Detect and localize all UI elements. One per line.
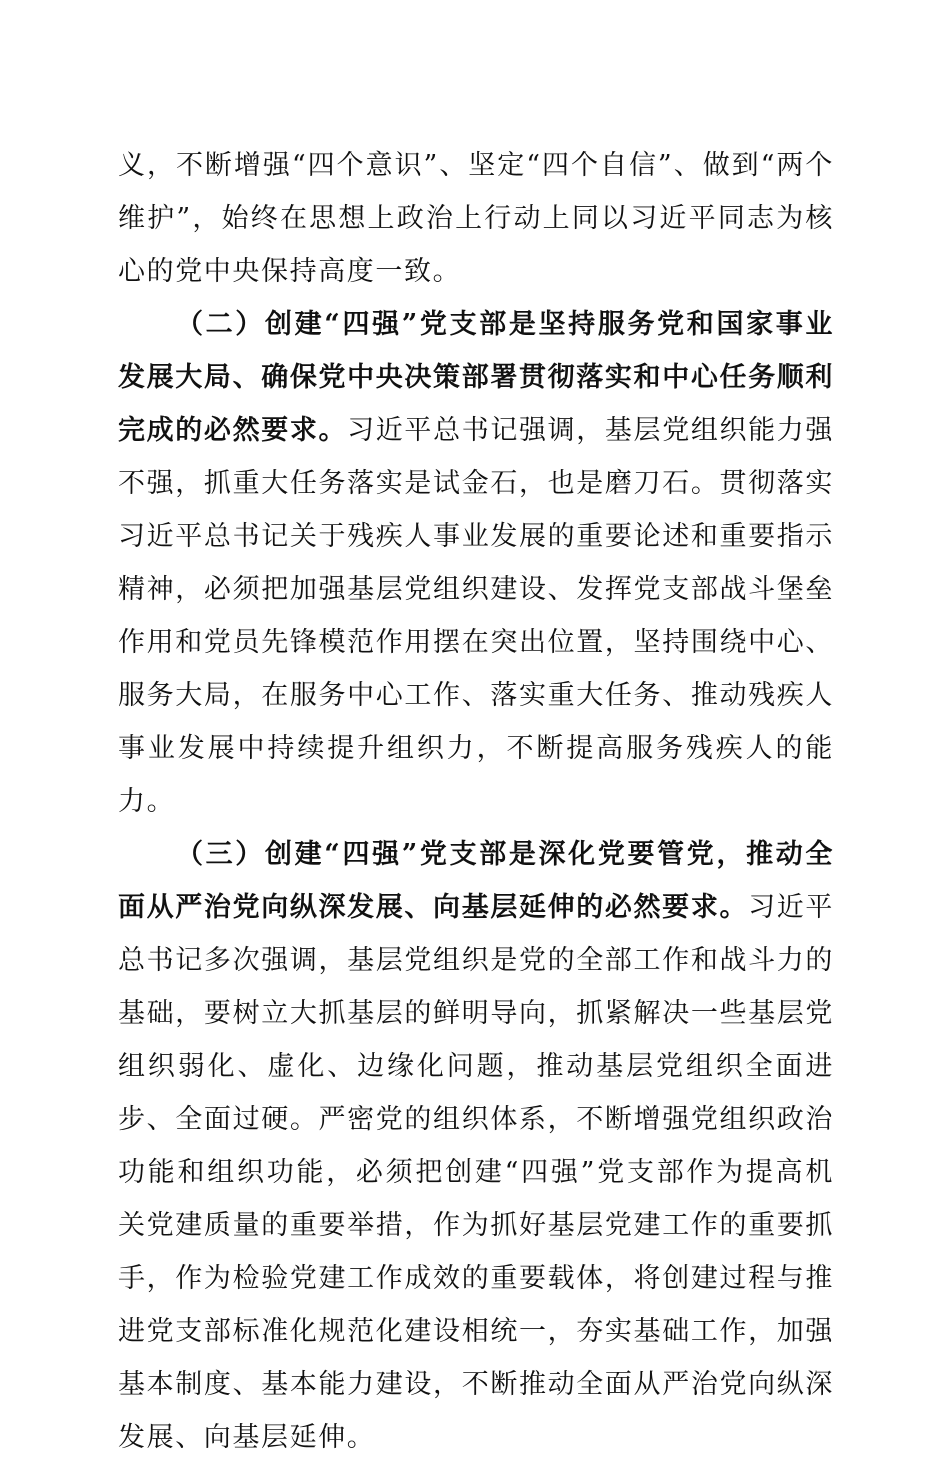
section-2-heading: （二）创建“四强”党支部是坚持服务党和国家事业发展大局、确保党中央决策部署贯彻落实和中心任务顺利完成的必然要求。 — [118, 309, 834, 446]
body-text — [118, 139, 834, 1464]
section-3-body: 习近平总书记多次强调，基层党组织是党的全部工作和战斗力的基础，要树立大抓基层的鲜明导向，抓紧解决一些基层党组织弱化、虚化、边缘化问题，推动基层党组织全面进步、全面过硬。严密党的组织体系，不断增强党组织政治功能和组织功能，必须把创建“四强”党支部作为提高机关党建质量的重要举措，作为抓好基层党建工作的重要抓手，作为检验党建工作成效的重要载体，将创建过程与推进党支部标准化规范化建设相统一，夯实基础工作，加强基本制度、基本能力建设，不断推动全面从严治党向纵深发展、向基层延伸。 — [118, 892, 834, 1453]
paragraph-section-2 — [118, 298, 834, 828]
section-3-heading: （三）创建“四强”党支部是深化党要管党，推动全面从严治党向纵深发展、向基层延伸的必然要求。 — [118, 839, 834, 923]
section-2-body: 习近平总书记强调，基层党组织能力强不强，抓重大任务落实是试金石，也是磨刀石。贯彻落实习近平总书记关于残疾人事业发展的重要论述和重要指示精神，必须把加强基层党组织建设、发挥党支部战斗堡垒作用和党员先锋模范作用摆在突出位置，坚持围绕中心、服务大局，在服务中心工作、落实重大任务、推动残疾人事业发展中持续提升组织力，不断提高服务残疾人的能力。 — [118, 415, 834, 817]
paragraph-continuation — [118, 139, 834, 298]
paragraph-section-3 — [118, 828, 834, 1464]
paragraph-1-body: 义，不断增强“四个意识”、坚定“四个自信”、做到“两个维护”，始终在思想上政治上行动上同以习近平同志为核心的党中央保持高度一致。 — [118, 150, 834, 287]
